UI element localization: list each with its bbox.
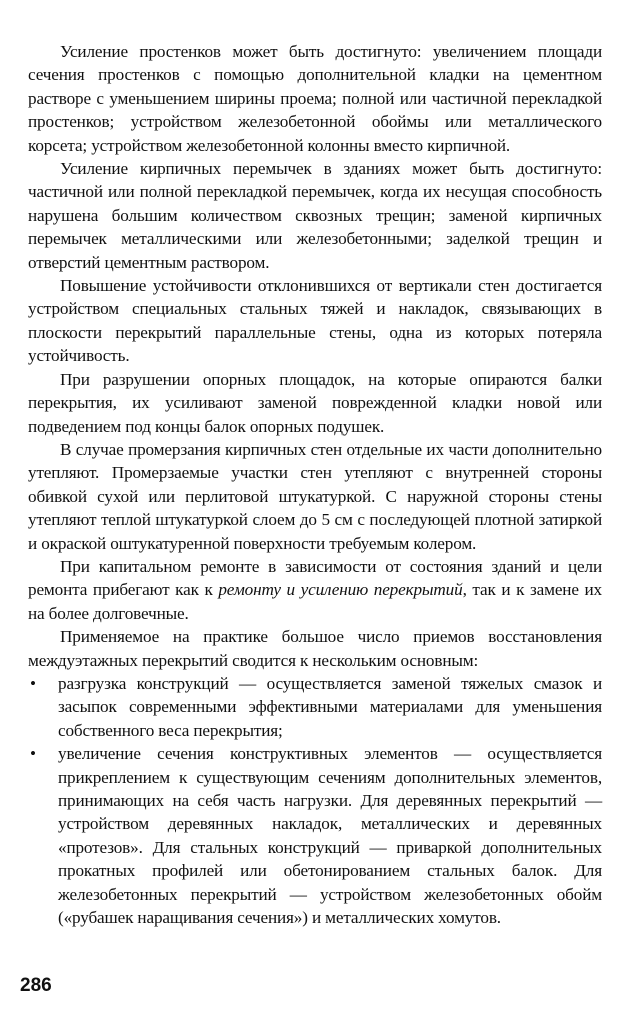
page-number: 286 xyxy=(20,975,52,996)
paragraph-bearing-pads: При разрушении опорных площадок, на которые опираются балки перекрытия, их усиливают заменой поврежденной кладки новой или подведением под концы балок опорных подушек. xyxy=(28,369,602,436)
bullet-marker: • xyxy=(30,673,36,693)
paragraph-lintels: Усиление кирпичных перемычек в зданиях может быть достигнуто: частичной или полной перекладкой перемычек, когда их несущая способность нарушена большим количеством сквозных трещин; заменой кирпичных перемычек металлическими или железобетонными; заделкой трещин и отверстий цементным раствором. xyxy=(28,159,602,272)
paragraph-freezing: В случае промерзания кирпичных стен отдельные их части дополнительно утепляют. Промерзаемые участки стен утепляют с внутренней стороны обивкой сухой или перлитовой штукатуркой. С наружной стороны стены утепляют теплой штукатуркой слоем до 5 см с последующей плотной затиркой и окраской оштукатуренной поверхности требуемым колером. xyxy=(28,439,602,553)
paragraph-wall-stability: Повышение устойчивости отклонившихся от вертикали стен достигается устройством специальных стальных тяжей и накладок, связывающих в плоскости перекрытий параллельные стены, одна из которых потеряла устойчивость. xyxy=(28,276,602,366)
methods-list xyxy=(28,672,602,929)
list-item-unloading xyxy=(28,672,602,742)
paragraph-capital-repair xyxy=(28,555,602,625)
repair-text-before: При капитальном ремонте в зависимости от состояния зданий и цели ремонта прибегают как к xyxy=(28,556,602,600)
list-item-text: разгрузка конструкций — осуществляется заменой тяжелых смазок и засыпок современными эффективными материалами для уменьшения собственного веса перекрытия; xyxy=(58,673,602,740)
repair-text-emphasis: ремонту и усилению перекрытий xyxy=(218,580,463,600)
paragraph-methods-intro: Применяемое на практике большое число приемов восстановления междуэтажных перекрытий сводится к нескольким основным: xyxy=(28,627,602,670)
repair-text-after: , так и к замене их на более долговечные. xyxy=(28,580,603,623)
paragraph-piers: Усиление простенков может быть достигнуто: увеличением площади сечения простенков с помощью дополнительной кладки на цементном растворе с уменьшением ширины проема; полной или частичной перекладкой простенков; устройством железобетонной обоймы или металлического корсета; устройством железобетонной колонны вместо кирпичной. xyxy=(28,42,602,155)
page-body xyxy=(28,40,602,929)
list-item-text: увеличение сечения конструктивных элементов — осуществляется прикреплением к существующим сечениям дополнительных элементов, принимающих на себя часть нагрузки. Для деревянных перекрытий — устройством деревянных накладок, металлических и деревянных «протезов». Для стальных конструкций — приваркой дополнительных прокатных профилей или обетонированием стальных балок. Для железобетонных перекрытий — устройством железобетонных обойм («рубашек наращивания сечения») и металлических хомутов. xyxy=(58,744,602,928)
bullet-marker: • xyxy=(30,744,36,764)
list-item-section-increase xyxy=(28,742,602,929)
